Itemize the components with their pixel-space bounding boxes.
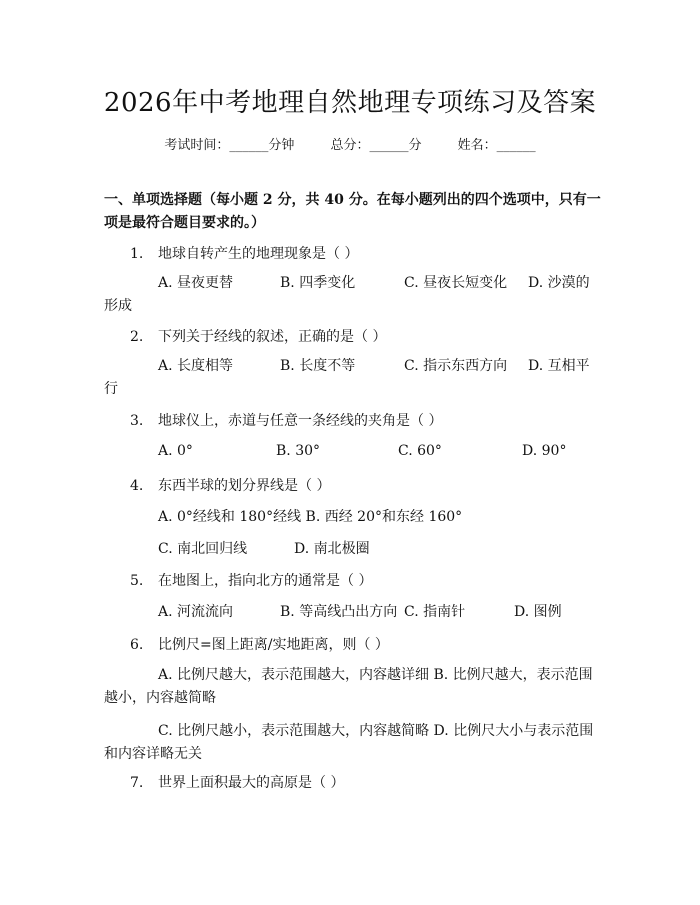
question-3-options	[104, 440, 604, 463]
student-name-field: 姓名：______	[457, 138, 536, 153]
section-heading: 一、单项选择题（每小题 2 分，共 40 分。在每小题列出的四个选项中，只有一项是最符合题目要求的。）	[104, 192, 601, 231]
question-number: 1.	[130, 246, 144, 262]
option-a: A. 长度相等	[158, 358, 234, 374]
option-c: C. 南北回归线	[158, 541, 248, 557]
question-6	[130, 635, 610, 655]
question-5	[130, 571, 610, 591]
total-score-field: 总分：______分	[330, 138, 422, 153]
question-text: 在地图上，指向北方的通常是（ ）	[158, 573, 373, 589]
question-text: 比例尺=图上距离/实地距离，则（ ）	[158, 637, 389, 653]
question-5-options	[104, 601, 604, 624]
question-text: 地球仪上，赤道与任意一条经线的夹角是（ ）	[158, 413, 443, 429]
question-number: 2.	[130, 329, 144, 345]
option-c: C. 指示东西方向	[404, 358, 508, 374]
option-d: D. 互相平	[528, 358, 590, 374]
question-2	[130, 327, 610, 347]
question-text: 世界上面积最大的高原是（ ）	[158, 775, 345, 791]
option-d: D. 图例	[514, 604, 562, 620]
option-wrap: 形成	[104, 298, 132, 314]
option-d: D. 南北极圈	[294, 541, 370, 557]
question-number: 5.	[130, 573, 144, 589]
question-number: 7.	[130, 775, 144, 791]
option-b: B. 四季变化	[280, 275, 356, 291]
option-b: B. 等高线凸出方向	[280, 604, 398, 620]
exam-meta	[0, 134, 700, 153]
option-a: A. 河流流向	[158, 604, 234, 620]
question-6-options-cd: C. 比例尺越小，表示范围越大，内容越简略 D. 比例尺大小与表示范围和内容详略无关	[104, 723, 594, 762]
question-4	[130, 476, 610, 496]
question-text: 东西半球的划分界线是（ ）	[158, 478, 331, 494]
option-b: B. 长度不等	[280, 358, 356, 374]
question-1-options	[104, 272, 604, 318]
question-text: 下列关于经线的叙述，正确的是（ ）	[158, 329, 387, 345]
question-text: 地球自转产生的地理现象是（ ）	[158, 246, 359, 262]
question-number: 6.	[130, 637, 144, 653]
question-3	[130, 411, 610, 431]
page-title: 2026年中考地理自然地理专项练习及答案	[103, 88, 597, 118]
question-1	[130, 244, 610, 264]
option-c: C. 昼夜长短变化	[404, 275, 508, 291]
option-c: C. 60°	[398, 443, 442, 459]
option-b: B. 30°	[276, 443, 321, 459]
exam-time-field: 考试时间：______分钟	[164, 138, 295, 153]
option-line-ab: A. 0°经线和 180°经线 B. 西经 20°和东经 160°	[158, 509, 463, 525]
question-6-options-ab: A. 比例尺越大，表示范围越大，内容越详细 B. 比例尺越大，表示范围越小，内容越简略	[104, 667, 593, 706]
option-d: D. 90°	[522, 443, 567, 459]
option-wrap: 行	[104, 381, 118, 397]
question-4-options	[104, 506, 604, 529]
question-4-options-cd	[104, 538, 604, 561]
question-number: 3.	[130, 413, 144, 429]
question-7	[130, 773, 610, 793]
option-c: C. 指南针	[404, 604, 466, 620]
option-a: A. 昼夜更替	[158, 275, 234, 291]
question-number: 4.	[130, 478, 144, 494]
question-2-options	[104, 355, 604, 401]
option-a: A. 0°	[158, 443, 193, 459]
option-d: D. 沙漠的	[528, 275, 590, 291]
